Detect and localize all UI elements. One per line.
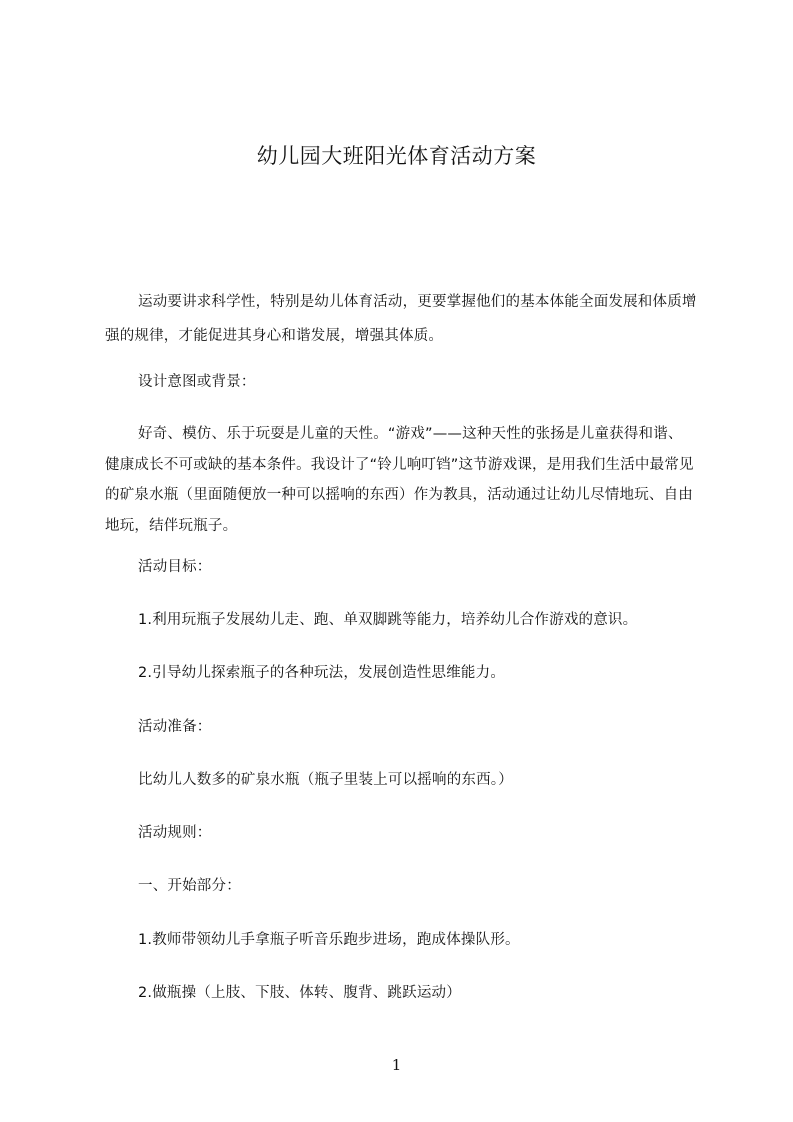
start-step-1: 1.教师带领幼儿手拿瓶子听音乐跑步进场，跑成体操队形。 bbox=[138, 932, 520, 948]
goal-item-2: 2.引导幼儿探索瓶子的各种玩法，发展创造性思维能力。 bbox=[138, 665, 506, 681]
activity-preparation-heading: 活动准备： bbox=[138, 719, 212, 735]
activity-goals-heading: 活动目标： bbox=[138, 559, 212, 575]
activity-rules-heading: 活动规则： bbox=[138, 825, 212, 841]
design-intent-paragraph: 好奇、模仿、乐于玩耍是儿童的天性。“游戏”——这种天性的张扬是儿童获得和谐、健康成长不可或缺的基本条件。我设计了“铃儿响叮铛”这节游戏课，是用我们生活中最常见的矿泉水瓶（里面随便放一种可以摇响的东西）作为教具，活动通过让幼儿尽情地玩、自由地玩，结伴玩瓶子。 bbox=[105, 426, 694, 534]
preparation-item: 比幼儿人数多的矿泉水瓶（瓶子里装上可以摇响的东西。） bbox=[138, 772, 513, 788]
section-start-heading: 一、开始部分： bbox=[138, 878, 241, 894]
design-intent-heading: 设计意图或背景： bbox=[138, 374, 256, 390]
document-title: 幼儿园大班阳光体育活动方案 bbox=[256, 144, 537, 168]
page-number: 1 bbox=[391, 1056, 402, 1074]
goal-item-1: 1.利用玩瓶子发展幼儿走、跑、单双脚跳等能力，培养幼儿合作游戏的意识。 bbox=[138, 612, 638, 628]
start-step-2: 2.做瓶操（上肢、下肢、体转、腹背、跳跃运动） bbox=[138, 985, 461, 1001]
intro-paragraph: 运动要讲求科学性，特别是幼儿体育活动，更要掌握他们的基本体能全面发展和体质增强的规律，才能促进其身心和谐发展，增强其体质。 bbox=[105, 294, 697, 344]
